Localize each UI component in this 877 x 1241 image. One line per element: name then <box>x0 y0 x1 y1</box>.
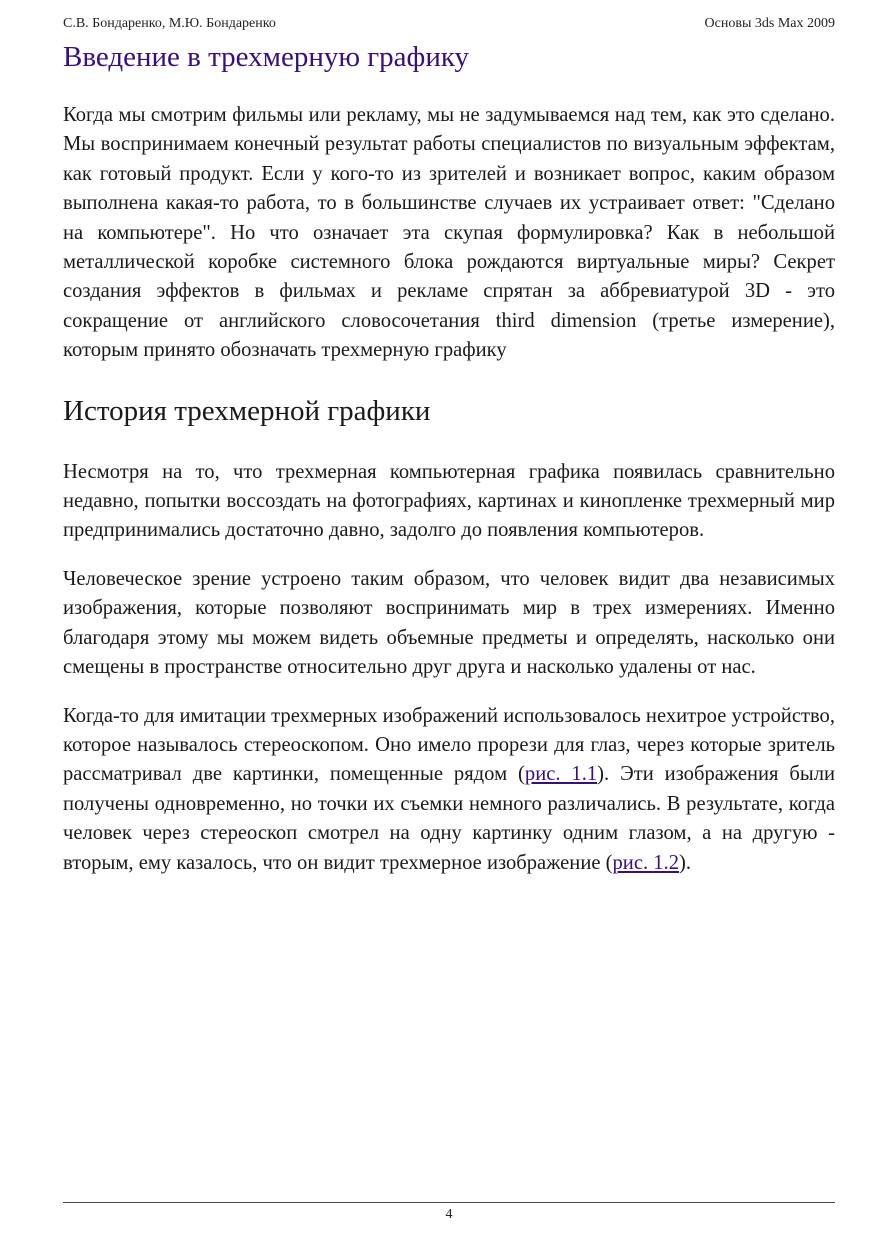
header-authors: С.В. Бондаренко, М.Ю. Бондаренко <box>63 16 276 31</box>
footer-divider <box>63 1202 835 1203</box>
section-title: История трехмерной графики <box>63 394 431 427</box>
figure-link-1-1[interactable]: рис. 1.1 <box>524 763 598 786</box>
page-number: 4 <box>445 1207 453 1222</box>
figure-link-1-2[interactable]: рис. 1.2 <box>612 851 679 874</box>
paragraph-text: Когда-то для имитации трехмерных изображений использовалось нехитрое устройство, которое называлось стереоскопом. Оно имело прорези для глаз, через которые зритель рассматривал две картинки, помещенные рядом ( <box>63 704 835 786</box>
page-content <box>63 38 835 878</box>
history-paragraph-3 <box>63 702 835 878</box>
intro-paragraph: Когда мы смотрим фильмы или рекламу, мы не задумываемся над тем, как это сделано. Мы воспринимаем конечный результат работы специалистов по визуальным эффектам, как готовый продукт. Если у кого-то из зрителей и возникает вопрос, каким образом выполнена какая-то работа, то в большинстве случаев их устраивает ответ: "Сделано на компьютере". Но что означает эта скупая формулировка? Как в небольшой металлической коробке системного блока рождаются виртуальные миры? Секрет создания эффектов в фильмах и рекламе спрятан за аббревиатурой 3D - это сокращение от английского словосочетания third dimension (третье измерение), которым принято обозначать трехмерную графику <box>63 104 835 362</box>
chapter-title: Введение в трехмерную графику <box>63 41 470 73</box>
paragraph-text: ). Эти изображения были получены одновременно, но точки их съемки немного различались. В результате, когда человек через стереоскоп смотрел на одну картинку одним глазом, а на другую - вторым, ему казалось, что он видит трехмерное изображение ( <box>63 763 836 874</box>
paragraph-text: ). <box>679 851 692 874</box>
history-paragraph-1: Несмотря на то, что трехмерная компьютерная графика появилась сравнительно недавно, попытки воссоздать на фотографиях, картинах и кинопленке трехмерный мир предпринимались достаточно давно, задолго до появления компьютеров. <box>63 460 835 542</box>
header-book-title: Основы 3ds Max 2009 <box>704 16 835 31</box>
page-header <box>63 16 835 36</box>
history-paragraph-2: Человеческое зрение устроено таким образом, что человек видит два независимых изображения, которые позволяют воспринимать мир в трех измерениях. Именно благодаря этому мы можем видеть объемные предметы и определять, насколько они смещены в пространстве относительно друг друга и насколько удалены от нас. <box>63 567 835 679</box>
